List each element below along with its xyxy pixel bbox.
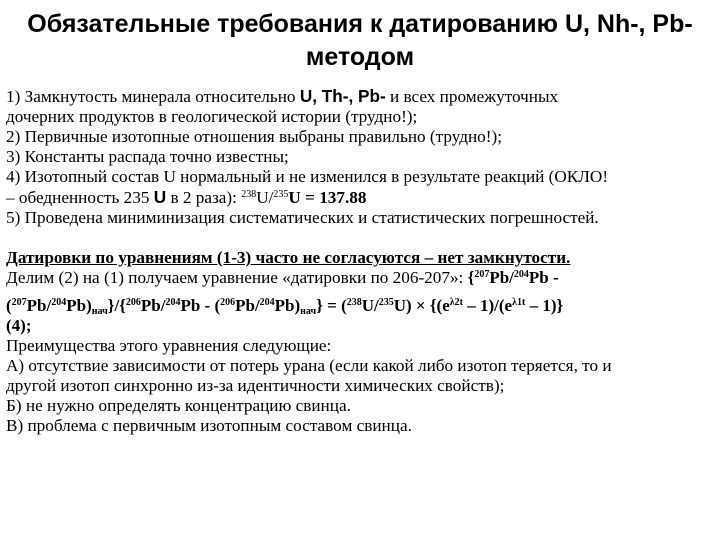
advantage-b: Б) не нужно определять концентрацию свинца. <box>6 396 351 415</box>
dating-line: Делим (2) на (1) получаем уравнение «датировки по 206-207»: {$^{207}$Pb/$^{204}$Pb - <box>6 268 559 287</box>
requirement-1: 1) Замкнутость минерала относительно U, Th-, Pb- и всех промежуточных <box>6 86 559 106</box>
title-line-2: методом <box>305 43 415 71</box>
title-line-1: Обязательные требования к датированию U, Nh-, Pb- <box>27 10 693 38</box>
equation-number: (4); <box>6 316 32 335</box>
requirement-1-cont: дочерних продуктов в геологической истории (трудно!); <box>6 107 418 126</box>
advantage-a: А) отсутствие зависимости от потерь урана (если какой либо изотоп теряется, то и <box>6 356 612 375</box>
advantage-a-cont: другой изотоп синхронно из-за идентичности химических свойств); <box>6 376 505 395</box>
content <box>6 86 714 436</box>
requirement-5: 5) Проведена миниминизация систематических и статистических погрешностей. <box>6 208 599 227</box>
page-title <box>0 8 720 74</box>
requirement-4: 4) Изотопный состав U нормальный и не изменился в результате реакций (ОКЛО! <box>6 167 609 186</box>
requirement-2: 2) Первичные изотопные отношения выбраны правильно (трудно!); <box>6 127 503 146</box>
equation-4: $(^{207}Pb/^{204}Pb)_{нач}\}/\{^{206}Pb/^{204}Pb - (^{206}Pb/^{204}Pb)_{нач}\} = (^{238}U/^{235}U) \times \{(e^{\lambda 2t} - 1)/(e^{\lambda 1t} - 1)\}$ <box>6 296 564 317</box>
requirement-3: 3) Константы распада точно известны; <box>6 147 289 166</box>
requirement-4-cont: – обедненность 235 U в 2 раза): $^{238}$U/$^{235}$U = 137.88 <box>6 187 367 207</box>
advantages-intro: Преимущества этого уравнения следующие: <box>6 336 332 355</box>
dating-heading: Датировки по уравнениям (1-3) часто не согласуются – нет замкнутости. <box>6 248 571 267</box>
advantage-c: В) проблема с первичным изотопным составом свинца. <box>6 416 412 435</box>
